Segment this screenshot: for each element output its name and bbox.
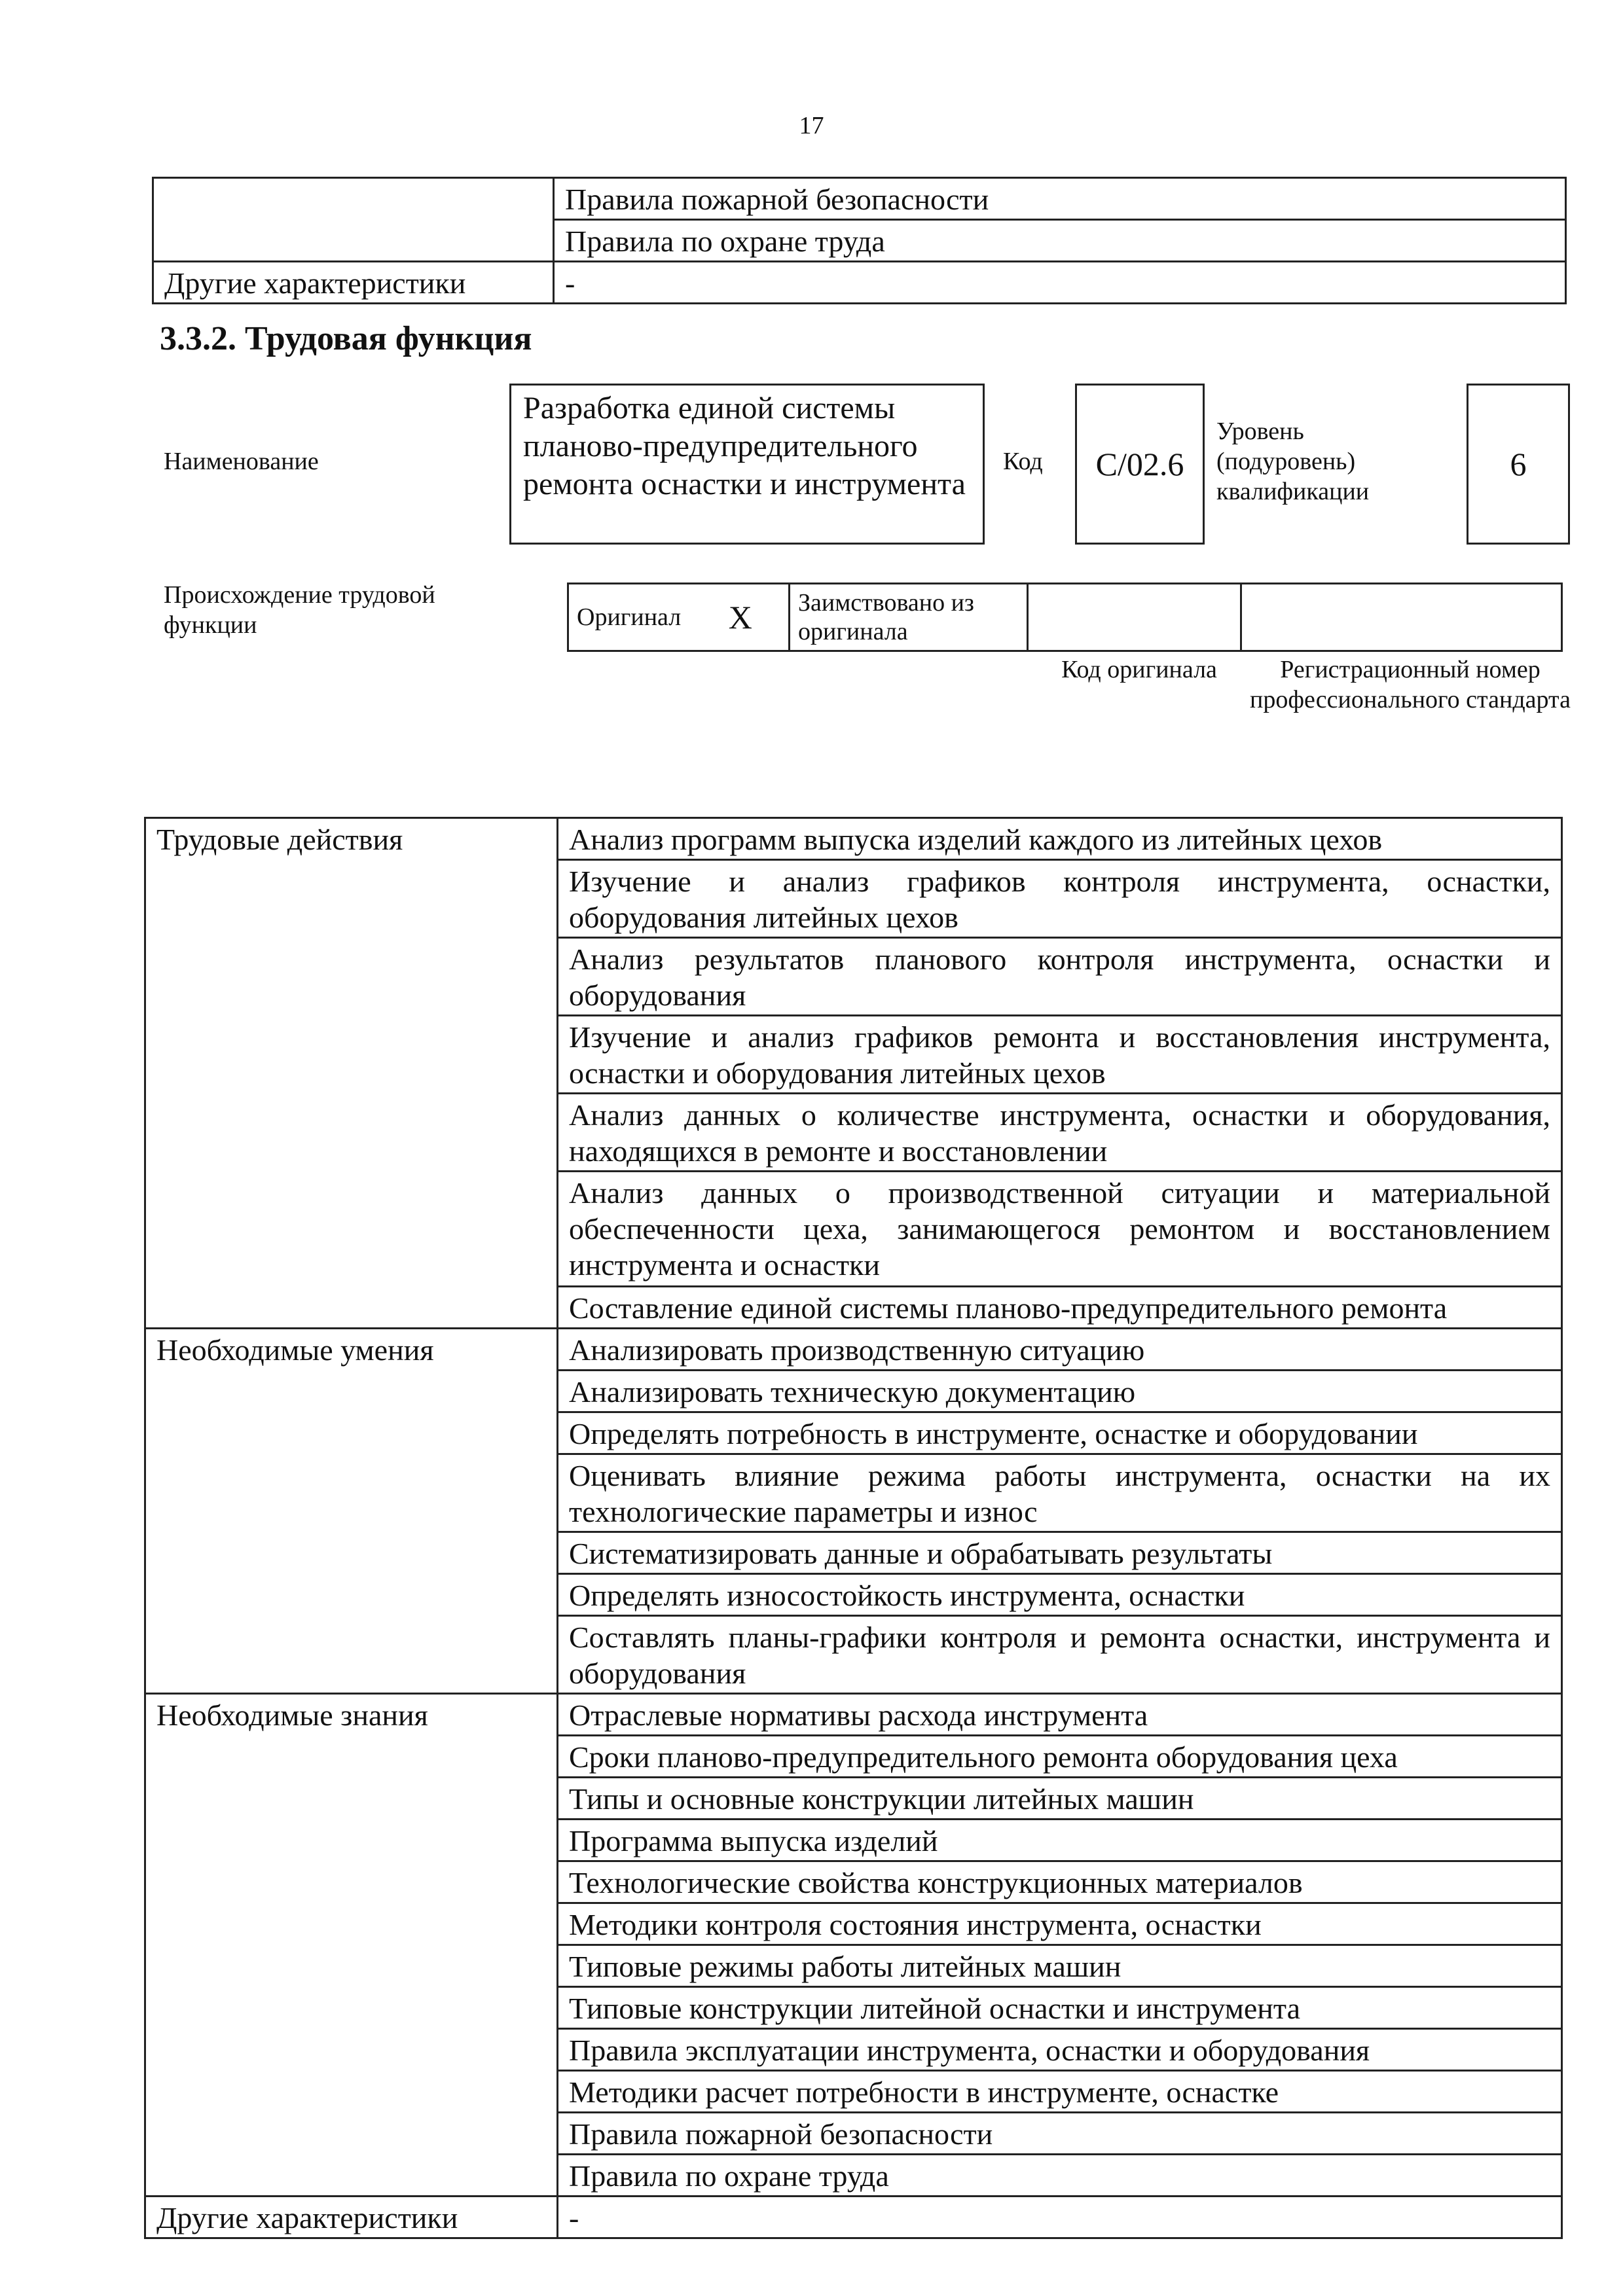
- original-label: Оригинал: [568, 584, 693, 651]
- knowledge-item: Правила эксплуатации инструмента, оснастки и оборудования: [558, 2029, 1562, 2071]
- code-original-cell: [1028, 584, 1241, 651]
- level-value: 6: [1467, 384, 1570, 545]
- knowledge-item: Правила пожарной безопасности: [558, 2113, 1562, 2155]
- top-other-label: Другие характеристики: [153, 262, 554, 304]
- level-label: Уровень (подуровень) квалификации: [1216, 418, 1370, 505]
- knowledge-item: Методики контроля состояния инструмента, оснастки: [558, 1903, 1562, 1945]
- top-other-value: -: [554, 262, 1566, 304]
- knowledge-item: Технологические свойства конструкционных материалов: [558, 1861, 1562, 1903]
- top-table: [152, 177, 1567, 304]
- reg-number-cell: [1241, 584, 1562, 651]
- knowledge-item: Типы и основные конструкции литейных машин: [558, 1778, 1562, 1820]
- top-table-row: Правила пожарной безопасности: [554, 178, 1566, 220]
- actions-label: Трудовые действия: [145, 818, 558, 1329]
- action-item: Анализ программ выпуска изделий каждого из литейных цехов: [558, 818, 1562, 860]
- section-title: 3.3.2. Трудовая функция: [160, 320, 532, 357]
- action-item: Составление единой системы планово-предупредительного ремонта: [558, 1287, 1562, 1329]
- original-mark: X: [693, 584, 790, 651]
- skills-label: Необходимые умения: [145, 1329, 558, 1694]
- action-item: Анализ данных о количестве инструмента, оснастки и оборудования, находящихся в ремонте и восстановлении: [558, 1094, 1562, 1172]
- name-value: Разработка единой системы планово-предупредительного ремонта оснастки и инструмента: [509, 384, 985, 545]
- skill-item: Систематизировать данные и обрабатывать результаты: [558, 1532, 1562, 1574]
- action-item: Изучение и анализ графиков ремонта и восстановления инструмента, оснастки и оборудования литейных цехов: [558, 1016, 1562, 1094]
- knowledge-item: Отраслевые нормативы расхода инструмента: [558, 1694, 1562, 1736]
- skill-item: Оценивать влияние режима работы инструмента, оснастки на их технологические параметры и износ: [558, 1454, 1562, 1532]
- page-number: 17: [799, 112, 824, 139]
- name-label: Наименование: [164, 448, 319, 475]
- knowledge-item: Сроки планово-предупредительного ремонта оборудования цеха: [558, 1736, 1562, 1778]
- code-value: C/02.6: [1075, 384, 1205, 545]
- skill-item: Анализировать техническую документацию: [558, 1371, 1562, 1412]
- skill-item: Определять потребность в инструменте, оснастке и оборудовании: [558, 1412, 1562, 1454]
- top-table-empty-cell: [153, 178, 554, 262]
- code-original-caption: Код оригинала: [1061, 656, 1217, 683]
- knowledge-item: Типовые режимы работы литейных машин: [558, 1945, 1562, 1987]
- knowledge-item: Программа выпуска изделий: [558, 1820, 1562, 1861]
- knowledge-label: Необходимые знания: [145, 1694, 558, 2197]
- knowledge-item: Правила по охране труда: [558, 2155, 1562, 2197]
- main-table: [144, 817, 1563, 2239]
- top-table-row: Правила по охране труда: [554, 220, 1566, 262]
- code-label: Код: [1003, 448, 1043, 475]
- action-item: Изучение и анализ графиков контроля инструмента, оснастки, оборудования литейных цехов: [558, 860, 1562, 938]
- other-label: Другие характеристики: [145, 2197, 558, 2238]
- other-value: -: [558, 2197, 1562, 2238]
- origin-label: Происхождение трудовой функции: [164, 581, 435, 639]
- reg-number-caption: Регистрационный номер профессионального стандарта: [1250, 656, 1571, 713]
- skill-item: Анализировать производственную ситуацию: [558, 1329, 1562, 1371]
- knowledge-item: Методики расчет потребности в инструменте, оснастке: [558, 2071, 1562, 2113]
- borrowed-label: Заимствовано из оригинала: [790, 584, 1028, 651]
- skill-item: Составлять планы-графики контроля и ремонта оснастки, инструмента и оборудования: [558, 1616, 1562, 1694]
- skill-item: Определять износостойкость инструмента, оснастки: [558, 1574, 1562, 1616]
- action-item: Анализ результатов планового контроля инструмента, оснастки и оборудования: [558, 938, 1562, 1016]
- action-item: Анализ данных о производственной ситуации и материальной обеспеченности цеха, занимающегося ремонтом и восстановлением инструмента и оснастки: [558, 1172, 1562, 1287]
- knowledge-item: Типовые конструкции литейной оснастки и инструмента: [558, 1987, 1562, 2029]
- origin-table: [567, 583, 1563, 652]
